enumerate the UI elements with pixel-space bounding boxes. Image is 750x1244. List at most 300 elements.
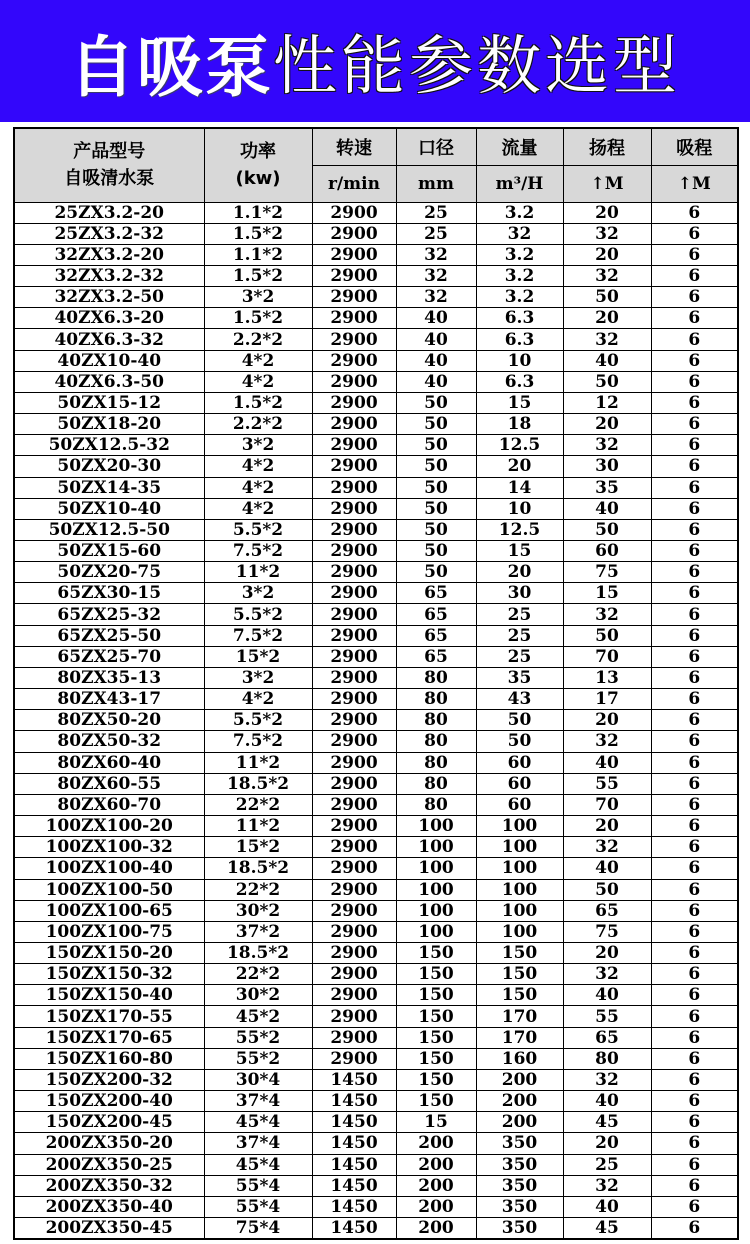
table-cell: 6	[651, 519, 738, 540]
col-header-flow: 流量	[476, 128, 563, 165]
table-cell: 80	[396, 794, 476, 815]
table-cell: 100ZX100-40	[14, 858, 204, 879]
table-cell: 2.2*2	[204, 329, 312, 350]
table-cell: 2900	[312, 773, 396, 794]
table-row	[14, 921, 738, 942]
table-cell: 100	[396, 900, 476, 921]
table-cell: 55	[563, 1006, 651, 1027]
table-cell: 2900	[312, 1027, 396, 1048]
table-cell: 100ZX100-75	[14, 921, 204, 942]
table-cell: 1.5*2	[204, 223, 312, 244]
table-cell: 5.5*2	[204, 604, 312, 625]
table-row	[14, 985, 738, 1006]
table-cell: 40	[563, 985, 651, 1006]
table-cell: 32	[396, 265, 476, 286]
table-cell: 12	[563, 392, 651, 413]
table-cell: 14	[476, 477, 563, 498]
table-cell: 200ZX350-40	[14, 1196, 204, 1217]
table-cell: 50ZX12.5-32	[14, 435, 204, 456]
table-cell: 32	[396, 244, 476, 265]
table-cell: 150	[396, 1027, 476, 1048]
table-cell: 25	[476, 604, 563, 625]
table-cell: 200	[396, 1133, 476, 1154]
title-banner	[0, 0, 750, 122]
table-cell: 60	[476, 752, 563, 773]
table-cell: 15	[563, 583, 651, 604]
table-cell: 65	[563, 900, 651, 921]
table-cell: 2900	[312, 985, 396, 1006]
table-row	[14, 1006, 738, 1027]
table-cell: 6	[651, 1069, 738, 1090]
table-cell: 2900	[312, 244, 396, 265]
table-cell: 20	[563, 308, 651, 329]
table-row	[14, 625, 738, 646]
table-cell: 18.5*2	[204, 773, 312, 794]
table-cell: 100	[476, 816, 563, 837]
table-cell: 17	[563, 689, 651, 710]
table-cell: 40ZX6.3-32	[14, 329, 204, 350]
table-cell: 65	[396, 646, 476, 667]
table-cell: 75	[563, 921, 651, 942]
table-cell: 6	[651, 562, 738, 583]
table-row	[14, 773, 738, 794]
table-cell: 32	[563, 604, 651, 625]
table-cell: 40	[563, 350, 651, 371]
table-cell: 25ZX3.2-20	[14, 202, 204, 223]
table-cell: 2900	[312, 477, 396, 498]
unit-diameter: mm	[396, 165, 476, 202]
table-cell: 4*2	[204, 350, 312, 371]
table-cell: 2900	[312, 921, 396, 942]
col-header-product-model	[14, 128, 204, 202]
table-cell: 55*4	[204, 1196, 312, 1217]
table-row	[14, 1154, 738, 1175]
table-cell: 50ZX12.5-50	[14, 519, 204, 540]
table-cell: 6	[651, 244, 738, 265]
table-cell: 50ZX15-12	[14, 392, 204, 413]
table-cell: 50	[476, 710, 563, 731]
table-cell: 2900	[312, 816, 396, 837]
table-cell: 25	[476, 625, 563, 646]
table-cell: 100	[476, 879, 563, 900]
table-cell: 2900	[312, 710, 396, 731]
table-cell: 150	[476, 942, 563, 963]
table-cell: 22*2	[204, 879, 312, 900]
table-cell: 6	[651, 456, 738, 477]
table-cell: 6	[651, 202, 738, 223]
table-cell: 150	[396, 985, 476, 1006]
table-cell: 65	[396, 604, 476, 625]
table-cell: 100ZX100-50	[14, 879, 204, 900]
table-cell: 200	[396, 1218, 476, 1240]
table-cell: 150ZX170-55	[14, 1006, 204, 1027]
table-row	[14, 435, 738, 456]
table-cell: 30*2	[204, 985, 312, 1006]
table-cell: 6	[651, 541, 738, 562]
table-cell: 37*4	[204, 1133, 312, 1154]
table-cell: 150ZX200-45	[14, 1112, 204, 1133]
table-cell: 35	[476, 667, 563, 688]
table-cell: 65ZX25-32	[14, 604, 204, 625]
table-cell: 6	[651, 414, 738, 435]
table-cell: 2900	[312, 604, 396, 625]
table-cell: 6	[651, 794, 738, 815]
table-cell: 50	[396, 456, 476, 477]
table-cell: 2900	[312, 223, 396, 244]
table-cell: 20	[563, 942, 651, 963]
table-cell: 32ZX3.2-32	[14, 265, 204, 286]
table-cell: 30	[476, 583, 563, 604]
table-cell: 2900	[312, 265, 396, 286]
table-cell: 350	[476, 1154, 563, 1175]
table-cell: 6	[651, 1196, 738, 1217]
table-cell: 32	[563, 223, 651, 244]
table-cell: 6	[651, 1218, 738, 1240]
table-cell: 6.3	[476, 329, 563, 350]
table-cell: 75	[563, 562, 651, 583]
table-cell: 2900	[312, 435, 396, 456]
table-cell: 100	[396, 837, 476, 858]
unit-flow: m³/H	[476, 165, 563, 202]
table-cell: 2900	[312, 329, 396, 350]
table-cell: 60	[476, 773, 563, 794]
table-cell: 25	[396, 223, 476, 244]
table-row	[14, 329, 738, 350]
table-cell: 150	[476, 985, 563, 1006]
table-cell: 6	[651, 604, 738, 625]
table-row	[14, 244, 738, 265]
table-cell: 150ZX200-40	[14, 1091, 204, 1112]
table-cell: 7.5*2	[204, 541, 312, 562]
table-row	[14, 1027, 738, 1048]
table-row	[14, 1112, 738, 1133]
table-cell: 25	[476, 646, 563, 667]
table-cell: 10	[476, 350, 563, 371]
table-cell: 6	[651, 667, 738, 688]
table-cell: 2900	[312, 371, 396, 392]
table-cell: 40	[396, 350, 476, 371]
table-cell: 45*4	[204, 1154, 312, 1175]
table-cell: 50	[396, 435, 476, 456]
table-cell: 20	[563, 414, 651, 435]
table-cell: 6	[651, 329, 738, 350]
table-cell: 6	[651, 752, 738, 773]
table-cell: 32ZX3.2-20	[14, 244, 204, 265]
table-cell: 6	[651, 942, 738, 963]
table-cell: 200ZX350-32	[14, 1175, 204, 1196]
table-cell: 2900	[312, 625, 396, 646]
table-row	[14, 646, 738, 667]
table-cell: 15	[396, 1112, 476, 1133]
table-cell: 200	[476, 1112, 563, 1133]
table-cell: 6	[651, 1048, 738, 1069]
table-cell: 6	[651, 710, 738, 731]
table-cell: 6	[651, 921, 738, 942]
table-cell: 6	[651, 879, 738, 900]
table-cell: 4*2	[204, 477, 312, 498]
table-cell: 55*4	[204, 1175, 312, 1196]
table-cell: 2900	[312, 1006, 396, 1027]
table-row	[14, 1091, 738, 1112]
table-cell: 1450	[312, 1154, 396, 1175]
table-row	[14, 710, 738, 731]
table-row	[14, 816, 738, 837]
table-cell: 40	[396, 371, 476, 392]
table-cell: 100ZX100-32	[14, 837, 204, 858]
table-cell: 2900	[312, 583, 396, 604]
table-cell: 2900	[312, 837, 396, 858]
table-cell: 50ZX14-35	[14, 477, 204, 498]
table-cell: 1450	[312, 1196, 396, 1217]
table-row	[14, 308, 738, 329]
table-row	[14, 583, 738, 604]
table-cell: 3.2	[476, 265, 563, 286]
table-cell: 2900	[312, 731, 396, 752]
table-cell: 32ZX3.2-50	[14, 287, 204, 308]
table-cell: 30*4	[204, 1069, 312, 1090]
table-row	[14, 667, 738, 688]
table-cell: 12.5	[476, 435, 563, 456]
table-cell: 22*2	[204, 794, 312, 815]
table-cell: 80	[396, 667, 476, 688]
table-cell: 11*2	[204, 816, 312, 837]
table-cell: 2900	[312, 689, 396, 710]
table-cell: 12.5	[476, 519, 563, 540]
table-cell: 200	[476, 1069, 563, 1090]
table-cell: 32	[563, 837, 651, 858]
table-cell: 80ZX60-55	[14, 773, 204, 794]
table-cell: 6	[651, 477, 738, 498]
table-cell: 2900	[312, 900, 396, 921]
pump-spec-table	[13, 127, 739, 1240]
table-cell: 50	[396, 562, 476, 583]
table-cell: 2900	[312, 646, 396, 667]
table-cell: 6	[651, 1112, 738, 1133]
table-cell: 160	[476, 1048, 563, 1069]
table-cell: 20	[563, 1133, 651, 1154]
table-cell: 32	[563, 964, 651, 985]
table-cell: 25ZX3.2-32	[14, 223, 204, 244]
table-cell: 6	[651, 350, 738, 371]
table-cell: 150ZX160-80	[14, 1048, 204, 1069]
table-cell: 100	[476, 858, 563, 879]
table-row	[14, 265, 738, 286]
table-cell: 1.1*2	[204, 202, 312, 223]
table-cell: 6	[651, 583, 738, 604]
table-cell: 6	[651, 625, 738, 646]
table-row	[14, 1133, 738, 1154]
table-cell: 2900	[312, 541, 396, 562]
table-cell: 35	[563, 477, 651, 498]
table-row	[14, 879, 738, 900]
table-cell: 5.5*2	[204, 519, 312, 540]
power-label-line2: (kw)	[235, 168, 281, 190]
table-cell: 2.2*2	[204, 414, 312, 435]
table-cell: 3*2	[204, 667, 312, 688]
table-cell: 170	[476, 1006, 563, 1027]
table-header	[14, 128, 738, 202]
table-cell: 2900	[312, 519, 396, 540]
table-cell: 80ZX60-70	[14, 794, 204, 815]
table-cell: 200ZX350-25	[14, 1154, 204, 1175]
table-cell: 350	[476, 1218, 563, 1240]
table-cell: 45*2	[204, 1006, 312, 1027]
table-cell: 1.5*2	[204, 265, 312, 286]
table-cell: 25	[396, 202, 476, 223]
power-label-line1: 功率	[240, 141, 276, 163]
table-cell: 11*2	[204, 752, 312, 773]
table-cell: 20	[563, 710, 651, 731]
table-cell: 3*2	[204, 583, 312, 604]
table-wrapper	[13, 127, 737, 1240]
table-cell: 18	[476, 414, 563, 435]
table-cell: 2900	[312, 562, 396, 583]
table-cell: 2900	[312, 794, 396, 815]
header-row-labels	[14, 128, 738, 165]
table-cell: 50	[563, 287, 651, 308]
table-cell: 50	[563, 519, 651, 540]
table-cell: 4*2	[204, 371, 312, 392]
table-cell: 6	[651, 964, 738, 985]
table-cell: 150ZX150-40	[14, 985, 204, 1006]
table-cell: 65	[396, 583, 476, 604]
table-cell: 2900	[312, 350, 396, 371]
table-cell: 6	[651, 773, 738, 794]
table-cell: 1.5*2	[204, 308, 312, 329]
table-row	[14, 456, 738, 477]
table-cell: 6.3	[476, 371, 563, 392]
table-cell: 150	[396, 1048, 476, 1069]
table-cell: 5.5*2	[204, 710, 312, 731]
table-cell: 80ZX60-40	[14, 752, 204, 773]
table-cell: 80	[396, 752, 476, 773]
table-cell: 40	[396, 308, 476, 329]
table-cell: 50	[476, 731, 563, 752]
table-cell: 6	[651, 985, 738, 1006]
table-cell: 15	[476, 541, 563, 562]
table-cell: 6	[651, 371, 738, 392]
table-cell: 200	[396, 1175, 476, 1196]
table-cell: 100	[396, 858, 476, 879]
table-cell: 2900	[312, 879, 396, 900]
table-cell: 20	[476, 562, 563, 583]
table-cell: 18.5*2	[204, 942, 312, 963]
table-cell: 40ZX10-40	[14, 350, 204, 371]
table-cell: 150ZX150-20	[14, 942, 204, 963]
table-cell: 1450	[312, 1112, 396, 1133]
table-cell: 4*2	[204, 498, 312, 519]
table-row	[14, 541, 738, 562]
table-cell: 70	[563, 646, 651, 667]
table-cell: 4*2	[204, 689, 312, 710]
table-cell: 2900	[312, 456, 396, 477]
table-cell: 150ZX200-32	[14, 1069, 204, 1090]
table-cell: 6	[651, 392, 738, 413]
table-cell: 150ZX170-65	[14, 1027, 204, 1048]
table-cell: 150ZX150-32	[14, 964, 204, 985]
unit-suction: ↑M	[651, 165, 738, 202]
table-cell: 50ZX10-40	[14, 498, 204, 519]
table-cell: 40	[563, 498, 651, 519]
table-cell: 40	[563, 1196, 651, 1217]
table-cell: 30	[563, 456, 651, 477]
table-cell: 65ZX25-50	[14, 625, 204, 646]
table-cell: 1.5*2	[204, 392, 312, 413]
table-cell: 40	[563, 1091, 651, 1112]
table-cell: 100	[476, 900, 563, 921]
table-cell: 3.2	[476, 287, 563, 308]
table-row	[14, 837, 738, 858]
table-cell: 80ZX50-20	[14, 710, 204, 731]
table-cell: 3.2	[476, 202, 563, 223]
table-cell: 6	[651, 308, 738, 329]
table-row	[14, 287, 738, 308]
table-cell: 37*4	[204, 1091, 312, 1112]
table-cell: 6	[651, 223, 738, 244]
table-cell: 1.1*2	[204, 244, 312, 265]
table-cell: 6	[651, 1154, 738, 1175]
table-row	[14, 942, 738, 963]
table-cell: 2900	[312, 858, 396, 879]
table-cell: 65	[563, 1027, 651, 1048]
table-cell: 7.5*2	[204, 625, 312, 646]
table-cell: 200ZX350-20	[14, 1133, 204, 1154]
table-cell: 2900	[312, 498, 396, 519]
table-cell: 2900	[312, 942, 396, 963]
table-cell: 6	[651, 435, 738, 456]
table-cell: 20	[563, 244, 651, 265]
table-cell: 100	[476, 837, 563, 858]
table-cell: 32	[563, 731, 651, 752]
table-cell: 170	[476, 1027, 563, 1048]
table-cell: 20	[563, 202, 651, 223]
table-cell: 1450	[312, 1091, 396, 1112]
table-cell: 6	[651, 265, 738, 286]
table-cell: 2900	[312, 392, 396, 413]
table-cell: 60	[476, 794, 563, 815]
table-cell: 150	[396, 964, 476, 985]
table-cell: 2900	[312, 287, 396, 308]
table-cell: 2900	[312, 414, 396, 435]
table-cell: 3.2	[476, 244, 563, 265]
table-row	[14, 223, 738, 244]
table-cell: 6	[651, 816, 738, 837]
table-row	[14, 752, 738, 773]
table-cell: 50	[396, 498, 476, 519]
table-cell: 3*2	[204, 435, 312, 456]
table-cell: 6	[651, 731, 738, 752]
table-cell: 13	[563, 667, 651, 688]
unit-head: ↑M	[563, 165, 651, 202]
col-header-speed: 转速	[312, 128, 396, 165]
table-cell: 80	[396, 710, 476, 731]
table-cell: 75*4	[204, 1218, 312, 1240]
table-cell: 15*2	[204, 837, 312, 858]
table-cell: 32	[563, 329, 651, 350]
table-cell: 50	[396, 477, 476, 498]
table-cell: 50ZX20-30	[14, 456, 204, 477]
table-cell: 32	[563, 1175, 651, 1196]
table-row	[14, 562, 738, 583]
table-cell: 65ZX25-70	[14, 646, 204, 667]
table-cell: 4*2	[204, 456, 312, 477]
table-cell: 15	[476, 392, 563, 413]
table-cell: 32	[563, 1069, 651, 1090]
table-cell: 80	[396, 773, 476, 794]
table-row	[14, 392, 738, 413]
table-cell: 55*2	[204, 1048, 312, 1069]
table-cell: 6	[651, 1006, 738, 1027]
